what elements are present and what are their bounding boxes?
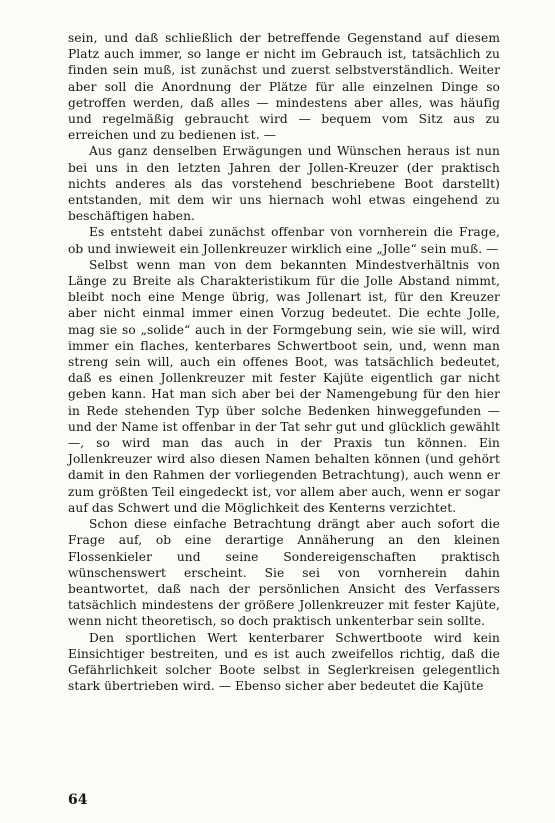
body-text [68, 30, 500, 694]
paragraph-6: Den sportlichen Wert kenterbarer Schwertboote wird kein Einsichtiger bestreiten, und es ist auch zweifellos richtig, daß die Gefährlichkeit solcher Boote selbst in Seglerkreisen gelegentlich stark übertrieben wird. — Ebenso sicher aber bedeutet die Kajüte [68, 630, 500, 694]
paragraph-3: Es entsteht dabei zunächst offenbar von vornherein die Frage, ob und inwieweit ein Jollenkreuzer wirklich eine „Jolle“ sein muß. — [68, 225, 500, 256]
paragraph-5: Schon diese einfache Betrachtung drängt aber auch sofort die Frage auf, ob eine derartige Annäherung an den kleinen Flossenkieler und seine Sondereigenschaften praktisch wünschenswert erscheint. Sie sei von vornherein dahin beantwortet, daß nach der persönlichen Ansicht des Verfassers tatsächlich mindestens der größere Jollenkreuzer mit fester Kajüte, wenn nicht theoretisch, so doch praktisch unkenterbar sein sollte. [68, 517, 500, 629]
paragraph-1: sein, und daß schließlich der betreffende Gegenstand auf diesem Platz auch immer, so lange er nicht im Gebrauch ist, tatsächlich zu finden sein muß, ist zunächst und zuerst selbstverständlich. Weiter aber soll die Anordnung der Plätze für alle einzelnen Dinge so getroffen werden, daß alles — mindestens aber alles, was häufig und regelmäßig gebraucht wird — bequem vom Sitz aus zu erreichen und zu bedienen ist. — [68, 31, 500, 143]
page-number: 64 [68, 792, 88, 808]
paragraph-4: Selbst wenn man von dem bekannten Mindestverhältnis von Länge zu Breite als Charakteristikum für die Jolle Abstand nimmt, bleibt noch eine Menge übrig, was Jollenart ist, für den Kreuzer aber nicht einmal immer einen Vorzug bedeutet. Die echte Jolle, mag sie so „solide“ auch in der Formgebung sein, wie sie will, wird immer ein flaches, kenterbares Schwertboot sein, und, wenn man streng sein will, auch ein offenes Boot, was tatsächlich bedeutet, daß es einen Jollenkreuzer mit fester Kajüte eigentlich gar nicht geben kann. Hat man sich aber bei der Namengebung für den hier in Rede stehenden Typ über solche Bedenken hinweggefunden — und der Name ist offenbar in der Tat sehr gut und glücklich gewählt —, so wird man das auch in der Praxis tun können. Ein Jollenkreuzer wird also diesen Namen behalten können (und gehört damit in den Rahmen der vorliegenden Betrachtung), auch wenn er zum größten Teil eingedeckt ist, vor allem aber auch, wenn er sogar auf das Schwert und die Möglichkeit des Kenterns verzichtet. [68, 257, 500, 515]
paragraph-2: Aus ganz denselben Erwägungen und Wünschen heraus ist nun bei uns in den letzten Jahren der Jollen-Kreuzer (der praktisch nichts anderes als das vorstehend beschriebene Boot darstellt) entstanden, mit dem wir uns hiernach wohl etwas eingehend zu beschäftigen haben. [68, 144, 500, 224]
